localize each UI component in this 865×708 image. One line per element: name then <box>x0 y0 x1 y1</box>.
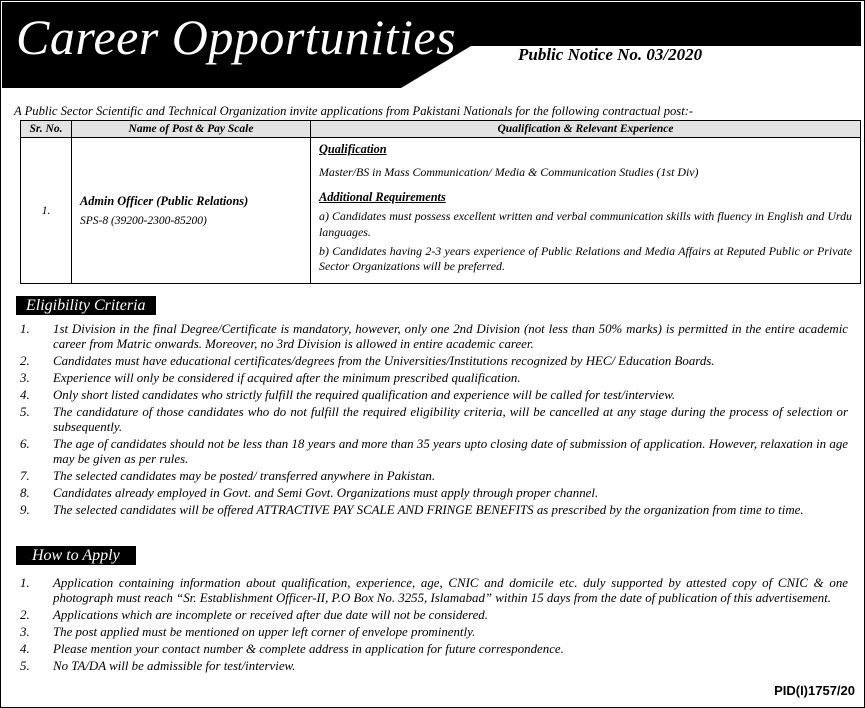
list-item-text: Only short listed candidates who strictly fulfill the required qualification and experience will be called for test/interview. <box>53 388 676 402</box>
post-name: Admin Officer (Public Relations) <box>80 194 249 208</box>
header-qualification: Qualification & Relevant Experience <box>311 121 861 138</box>
page-title: Career Opportunities <box>16 9 457 65</box>
list-item-number: 4. <box>20 642 30 656</box>
qualification-text: Master/BS in Mass Communication/ Media & Communication Studies (1st Div) <box>319 165 699 180</box>
list-item-number: 5. <box>20 659 30 673</box>
list-item <box>20 503 848 518</box>
list-item-number: 5. <box>20 405 30 419</box>
list-item-text: Application containing information about qualification, experience, age, CNIC and domicile etc. duly supported by attested copy of CNIC & one photograph must reach “Sr. Establishment Officer-II, P.O Box No. 3255, Islamabad” within 15 days from the date of publication of this advertisement. <box>53 576 848 605</box>
list-item <box>20 405 848 435</box>
list-item-text: Applications which are incomplete or received after due date will not be considered. <box>53 608 488 622</box>
list-item <box>20 354 848 369</box>
requirement-a: a) Candidates must possess excellent written and verbal communication skills with fluency in English and Urdu languages. <box>319 209 852 239</box>
list-item <box>20 608 848 623</box>
list-item <box>20 625 848 640</box>
list-item-text: Experience will only be considered if acquired after the minimum prescribed qualification. <box>53 371 521 385</box>
list-item <box>20 642 848 657</box>
list-item-text: 1st Division in the final Degree/Certificate is mandatory, however, only one 2nd Division (not less than 50% marks) is permitted in the entire academic career from Matric onwards. Moreover, no 3rd Division is allowed in entire academic career. <box>53 322 848 351</box>
eligibility-heading: Eligibility Criteria <box>16 296 156 315</box>
row-sr-no: 1. <box>21 138 72 284</box>
list-item-number: 3. <box>20 625 30 639</box>
list-item-text: The post applied must be mentioned on upper left corner of envelope prominently. <box>53 625 476 639</box>
list-item-text: No TA/DA will be admissible for test/interview. <box>53 659 296 673</box>
list-item <box>20 659 848 674</box>
list-item-number: 1. <box>20 322 30 336</box>
additional-requirements-heading: Additional Requirements <box>319 190 446 205</box>
qualification-cell <box>311 138 861 284</box>
list-item <box>20 388 848 403</box>
how-to-apply-heading: How to Apply <box>16 546 136 565</box>
list-item <box>20 371 848 386</box>
list-item-text: Please mention your contact number & complete address in application for future correspondence. <box>53 642 564 656</box>
how-to-apply-list <box>20 576 848 676</box>
list-item-number: 2. <box>20 608 30 622</box>
list-item <box>20 437 848 467</box>
list-item-number: 9. <box>20 503 30 517</box>
list-item-number: 1. <box>20 576 30 590</box>
list-item-number: 2. <box>20 354 30 368</box>
list-item-number: 6. <box>20 437 30 451</box>
list-item-number: 4. <box>20 388 30 402</box>
table-row <box>21 138 861 284</box>
eligibility-list <box>20 322 848 520</box>
pid-number: PID(I)1757/20 <box>774 683 855 698</box>
public-notice-number: Public Notice No. 03/2020 <box>518 45 703 64</box>
list-item-text: The selected candidates may be posted/ transferred anywhere in Pakistan. <box>53 469 436 483</box>
list-item-text: Candidates must have educational certificates/degrees from the Universities/Institutions recognized by HEC/ Education Boards. <box>53 354 715 368</box>
list-item-text: The candidature of those candidates who do not fulfill the required eligibility criteria, will be cancelled at any stage during the process of selection or subsequently. <box>53 405 848 434</box>
list-item-text: Candidates already employed in Govt. and Semi Govt. Organizations must apply through proper channel. <box>53 486 599 500</box>
list-item <box>20 576 848 606</box>
qualification-heading: Qualification <box>319 142 387 157</box>
list-item-number: 8. <box>20 486 30 500</box>
table-header-row <box>21 121 861 138</box>
requirement-b: b) Candidates having 2-3 years experience of Public Relations and Media Affairs at Reputed Public or Private Sector Organizations will be preferred. <box>319 244 852 274</box>
header-sr-no: Sr. No. <box>21 121 72 138</box>
list-item <box>20 486 848 501</box>
list-item-number: 7. <box>20 469 30 483</box>
pay-scale: SPS-8 (39200-2300-85200) <box>80 215 207 227</box>
banner <box>2 2 861 88</box>
list-item-text: The age of candidates should not be less than 18 years and more than 35 years upto closing date of submission of application. However, relaxation in age may be given as per rules. <box>53 437 848 466</box>
list-item <box>20 469 848 484</box>
post-cell <box>72 138 311 284</box>
header-post: Name of Post & Pay Scale <box>72 121 311 138</box>
list-item-text: The selected candidates will be offered ATTRACTIVE PAY SCALE AND FRINGE BENEFITS as prescribed by the organization from time to time. <box>53 503 804 517</box>
list-item-number: 3. <box>20 371 30 385</box>
intro-text: A Public Sector Scientific and Technical Organization invite applications from Pakistani Nationals for the following contractual post:- <box>14 104 694 118</box>
posts-table <box>20 120 861 284</box>
list-item <box>20 322 848 352</box>
